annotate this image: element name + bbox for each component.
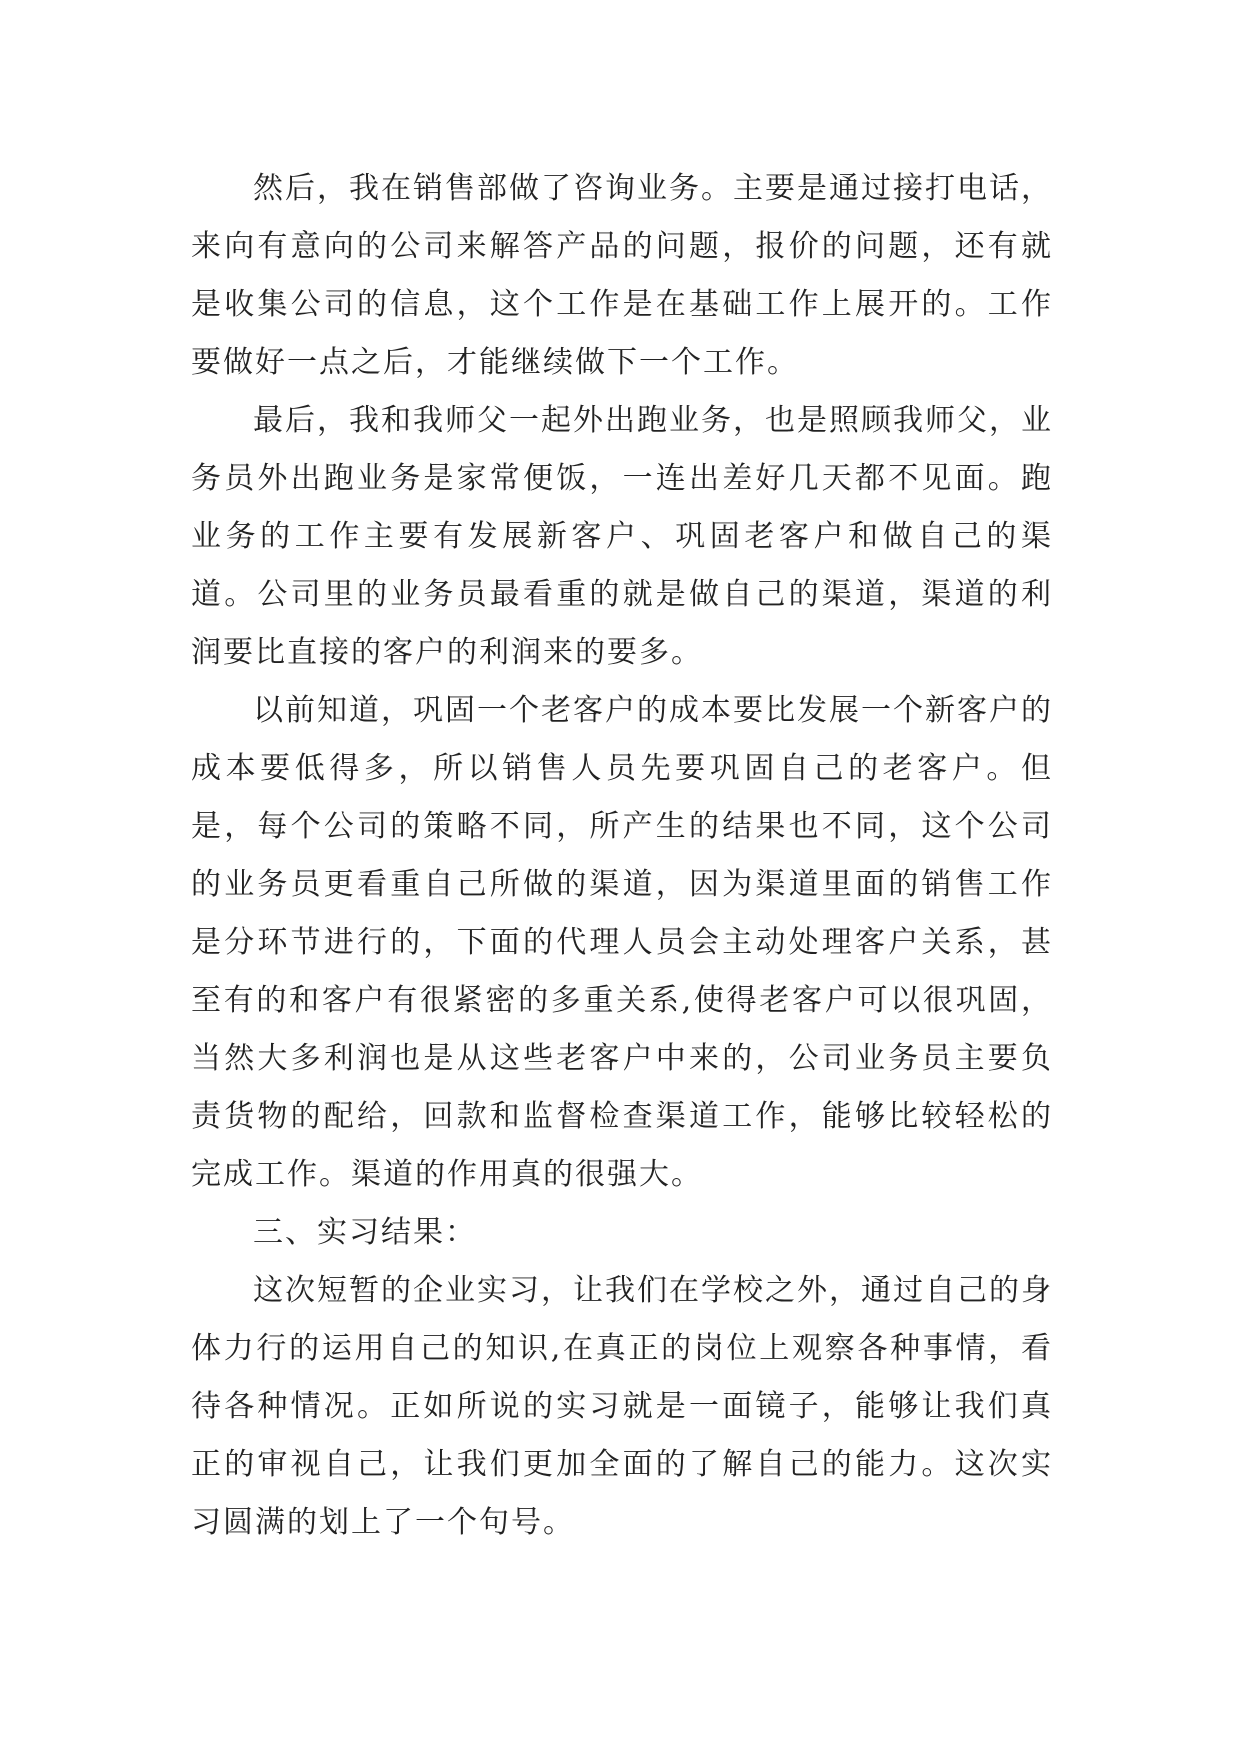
- paragraph-customer-channels: 以前知道，巩固一个老客户的成本要比发展一个新客户的成本要低得多，所以销售人员先要巩固自己的老客户。但是，每个公司的策略不同，所产生的结果也不同，这个公司的业务员更看重自己所做的渠道，因为渠道里面的销售工作是分环节进行的，下面的代理人员会主动处理客户关系，甚至有的和客户有很紧密的多重关系,使得老客户可以很巩固，当然大多利润也是从这些老客户中来的，公司业务员主要负责货物的配给，回款和监督检查渠道工作，能够比较轻松的完成工作。渠道的作用真的很强大。: [191, 693, 1053, 1192]
- section-heading-internship-results: 三、实习结果：: [253, 1215, 477, 1250]
- paragraph-conclusion: 这次短暂的企业实习，让我们在学校之外，通过自己的身体力行的运用自己的知识,在真正的岗位上观察各种事情，看待各种情况。正如所说的实习就是一面镜子，能够让我们真正的审视自己，让我们更加全面的了解自己的能力。这次实习圆满的划上了一个句号。: [191, 1273, 1053, 1540]
- paragraph-field-business: 最后，我和我师父一起外出跑业务，也是照顾我师父，业务员外出跑业务是家常便饭，一连出差好几天都不见面。跑业务的工作主要有发展新客户、巩固老客户和做自己的渠道。公司里的业务员最看重的就是做自己的渠道，渠道的利润要比直接的客户的利润来的要多。: [191, 403, 1053, 670]
- paragraph-consulting: 然后，我在销售部做了咨询业务。主要是通过接打电话，来向有意向的公司来解答产品的问题，报价的问题，还有就是收集公司的信息，这个工作是在基础工作上展开的。工作要做好一点之后，才能继续做下一个工作。: [191, 171, 1053, 380]
- document-body: [191, 160, 1053, 1552]
